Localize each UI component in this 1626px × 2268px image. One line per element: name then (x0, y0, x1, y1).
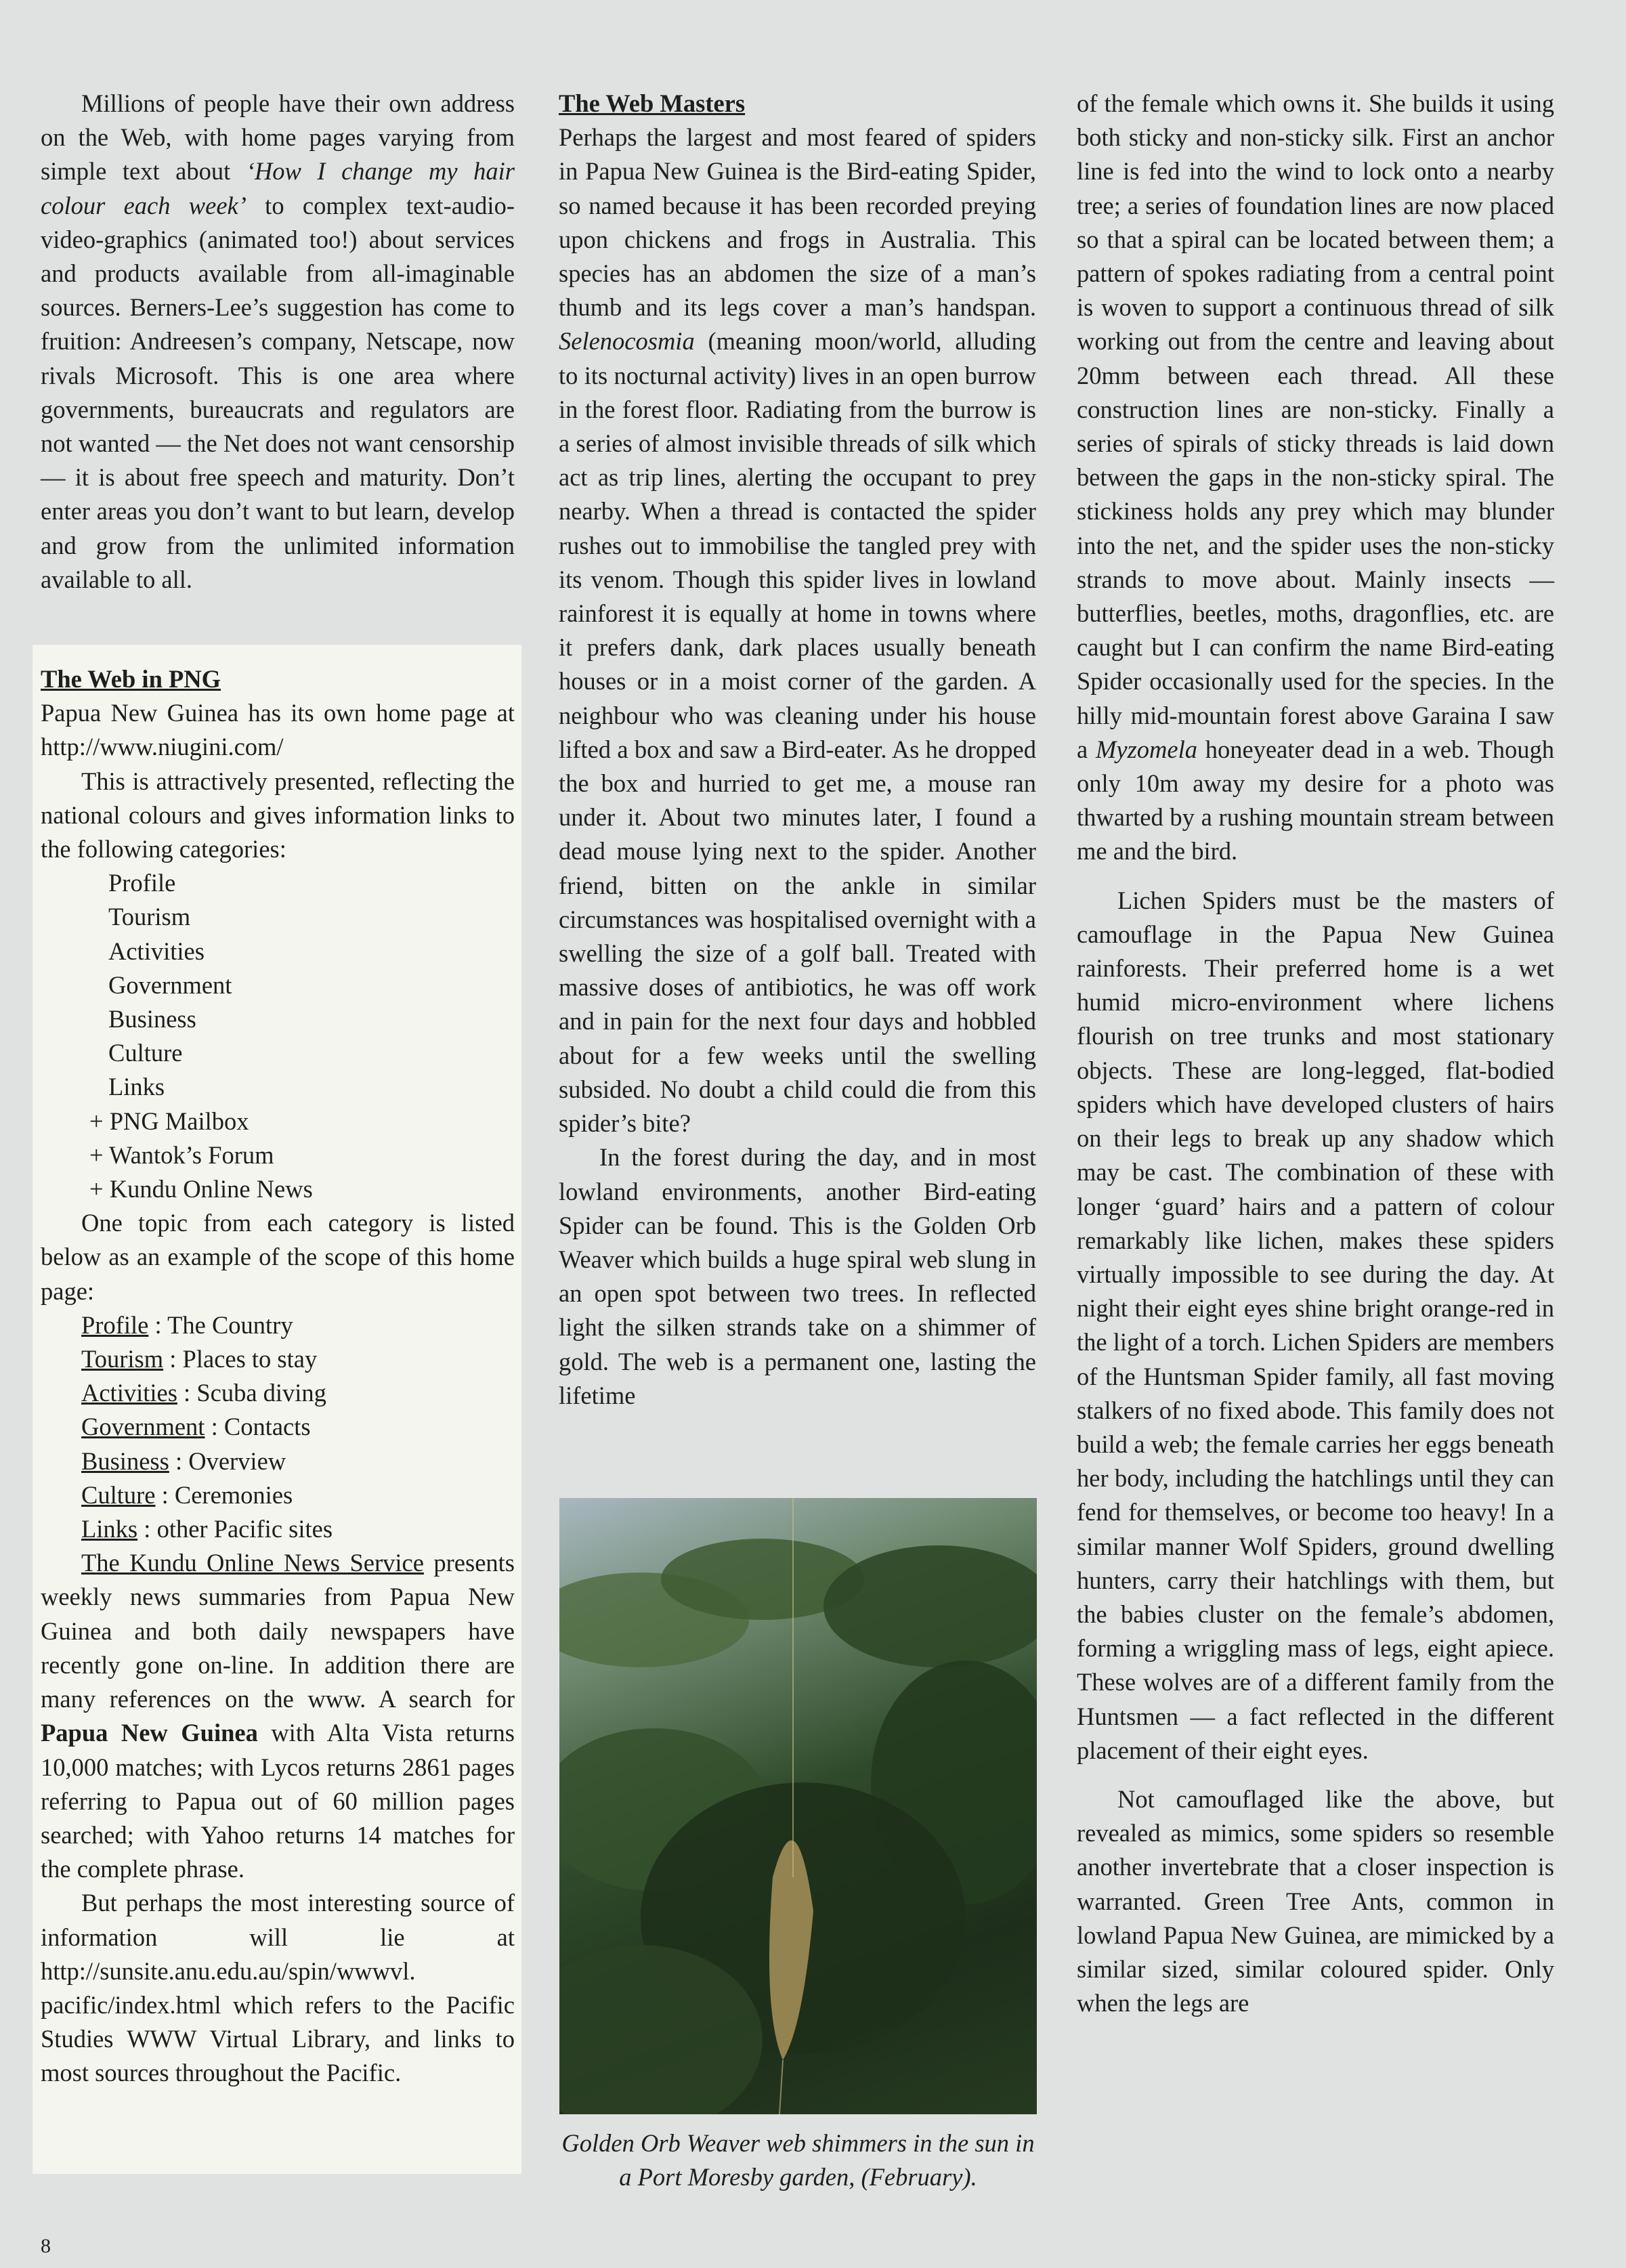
lichen-spiders-paragraph: Lichen Spiders must be the masters of camouflage in the Papua New Guinea rainforests. Their preferred home is a wet humid micro-environment where lichens flourish on tree trunks and most stationary objects. These are long-legged, flat-bodied spiders which have developed clusters of hairs on their legs to break up any shadow which may be cast. The combination of these with longer ‘guard’ hairs and a pattern of colour remarkably like lichen, makes these spiders virtually impossible to see during the day. At night their eight eyes shine bright orange-red in the light of a torch. Lichen Spiders are members of the Huntsman Spider family, all fast moving stalkers of no fixed abode. This family does not build a web; the female carries her eggs beneath her body, including the hatchlings until they can fend for themselves, or become too heavy! In a similar manner Wolf Spiders, ground dwelling hunters, carry their hatchlings with them, but the babies cluster on the female’s abdomen, forming a wriggling mass of legs, eight apiece. These wolves are of a different family from the Huntsmen — a fact reflected in the different placement of their eight eyes. (1077, 886, 1554, 1764)
png-intro-paragraph: Papua New Guinea has its own home page at http://www.niugini.com/ (41, 699, 515, 761)
topic-item: Activities : Scuba diving (81, 1379, 326, 1407)
topic-link[interactable]: Activities (81, 1379, 177, 1407)
page-number: 8 (41, 2235, 51, 2257)
topic-item: Profile : The Country (81, 1310, 293, 1339)
topic-item: Links : other Pacific sites (81, 1515, 333, 1543)
web-in-png-content (41, 662, 515, 2091)
virtual-library-paragraph: But perhaps the most interesting source of information will lie at http://sunsite.anu.edu.au/spin/wwwvl. pacific/index.html which refers to the Pacific Studies WWW Virtual Library, and links to most sources throughout the Pacific. (41, 1889, 515, 2087)
photo-caption: Golden Orb Weaver web shimmers in the sun in a Port Moresby garden, (February). (561, 2129, 1035, 2191)
web-masters-heading: The Web Masters (559, 89, 746, 117)
kundu-link[interactable]: The Kundu Online News Service (81, 1549, 424, 1577)
category-item: Culture (108, 1039, 183, 1067)
category-item: Business (108, 1005, 196, 1033)
category-item: Profile (108, 869, 176, 897)
orb-web-paragraph: of the female which owns it. She builds it using both sticky and non-sticky silk. First an anchor line is fed into the wind to lock onto a nearby tree; a series of foundation lines are now placed so that a spiral can be located between them; a pattern of spokes radiating from a central point is woven to support a continuous thread of silk working out from the centre and leaving about 20mm between each thread. All these construction lines are non-sticky. Finally a series of spirals of sticky threads is laid down between the gaps in the non-sticky spiral. The stickiness holds any prey which may blunder into the net, and the spider uses the non-sticky strands to move about. Mainly insects — butterflies, beetles, moths, dragonflies, etc. are caught but I can confirm the name Bird-eating Spider occasionally used for the species. In the hilly mid-mountain forest above Garaina I saw a Myzomela honeyeater dead in a web. Though only 10m away my desire for a photo was thwarted by a rushing mountain stream between me and the bird. (1077, 89, 1554, 865)
topics-intro: One topic from each category is listed below as an example of the scope of this home page: (41, 1209, 515, 1305)
intro-paragraph: Millions of people have their own address on the Web, with home pages varying from simple text about ‘How I change my hair colour each week’ to complex text-audio-video-graphics (animated too!) about services and products available from all-imaginable sources. Berners-Lee’s suggestion has come to fruition: Andreesen’s company, Netscape, now rivals Microsoft. This is one area where governments, bureaucrats and regulators are not wanted — the Net does not want censorship — it is about free speech and maturity. Don’t enter areas you don’t want to but learn, develop and grow from the unlimited information available to all. (41, 89, 515, 593)
category-extra: + PNG Mailbox (89, 1107, 249, 1135)
topic-item: Government : Contacts (81, 1413, 311, 1441)
category-extra: + Kundu Online News (89, 1175, 313, 1203)
column-1 (41, 87, 515, 597)
topic-link[interactable]: Links (81, 1515, 138, 1543)
golden-orb-weaver-photo (559, 1498, 1037, 2114)
golden-orb-paragraph: In the forest during the day, and in most lowland environments, another Bird-eating Spider can be found. This is the Golden Orb Weaver which builds a huge spiral web slung in an open spot between two trees. In reflected light the silken strands take on a shimmer of gold. The web is a permanent one, lasting the lifetime (559, 1143, 1036, 1409)
category-item: Tourism (108, 903, 191, 931)
topic-link[interactable]: Culture (81, 1480, 156, 1509)
column-2 (559, 87, 1036, 1413)
topic-list (41, 1308, 515, 1546)
category-item: Government (108, 970, 232, 999)
category-item: Activities (108, 937, 205, 965)
category-item: Links (108, 1073, 165, 1101)
category-extra: + Wantok’s Forum (89, 1140, 274, 1169)
topic-item: Tourism : Places to stay (81, 1345, 318, 1373)
mimics-paragraph: Not camouflaged like the above, but revealed as mimics, some spiders so resemble another invertebrate that a closer inspection is warranted. Green Tree Ants, common in lowland Papua New Guinea, are mimicked by a similar sized, similar coloured spider. Only when the legs are (1077, 1784, 1554, 2017)
topic-link[interactable]: Profile (81, 1310, 149, 1339)
topic-link[interactable]: Government (81, 1413, 205, 1441)
topic-link[interactable]: Tourism (81, 1345, 164, 1373)
topic-link[interactable]: Business (81, 1447, 169, 1475)
topic-item: Business : Overview (81, 1447, 286, 1475)
category-list (41, 866, 515, 1206)
topic-item: Culture : Ceremonies (81, 1480, 293, 1509)
web-in-png-heading: The Web in PNG (41, 665, 221, 693)
bird-eater-paragraph: Perhaps the largest and most feared of spiders in Papua New Guinea is the Bird-eating Spider, so named because it has been recorded preying upon chickens and frogs in Australia. This species has an abdomen the size of a man’s thumb and its legs cover a man’s handspan. Selenocosmia (meaning moon/world, alluding to its nocturnal activity) lives in an open burrow in the forest floor. Radiating from the burrow is a series of almost invisible threads of silk which act as trip lines, alerting the occupant to prey nearby. When a thread is contacted the spider rushes out to immobilise the tangled prey with its venom. Though this spider lives in lowland rainforest it is equally at home in towns where it prefers dank, dark places usually beneath houses or in a moist corner of the garden. A neighbour who was cleaning under his house lifted a box and saw a Bird-eater. As he dropped the box and hurried to get me, a mouse ran under it. About two minutes later, I found a dead mouse lying next to the spider. Another friend, bitten on the ankle in similar circumstances was hospitalised overnight with a swelling the size of a golf ball. Treated with massive doses of antibiotics, he was off work and in pain for the next four days and hobbled about for a few weeks until the swelling subsided. No doubt a child could die from this spider’s bite? (559, 123, 1036, 1138)
column-3 (1077, 87, 1554, 2020)
photo-illustration (559, 1498, 1037, 2114)
kundu-paragraph: The Kundu Online News Service presents weekly news summaries from Papua New Guinea and both daily newspapers have recently gone on-line. In addition there are many references on the www. A search for Papua New Guinea with Alta Vista returns 10,000 matches; with Lycos returns 2861 pages referring to Papua out of 60 million pages searched; with Yahoo returns 14 matches for the complete phrase. (41, 1549, 515, 1883)
png-categories-intro: This is attractively presented, reflecting the national colours and gives information links to the following categories: (41, 767, 515, 863)
